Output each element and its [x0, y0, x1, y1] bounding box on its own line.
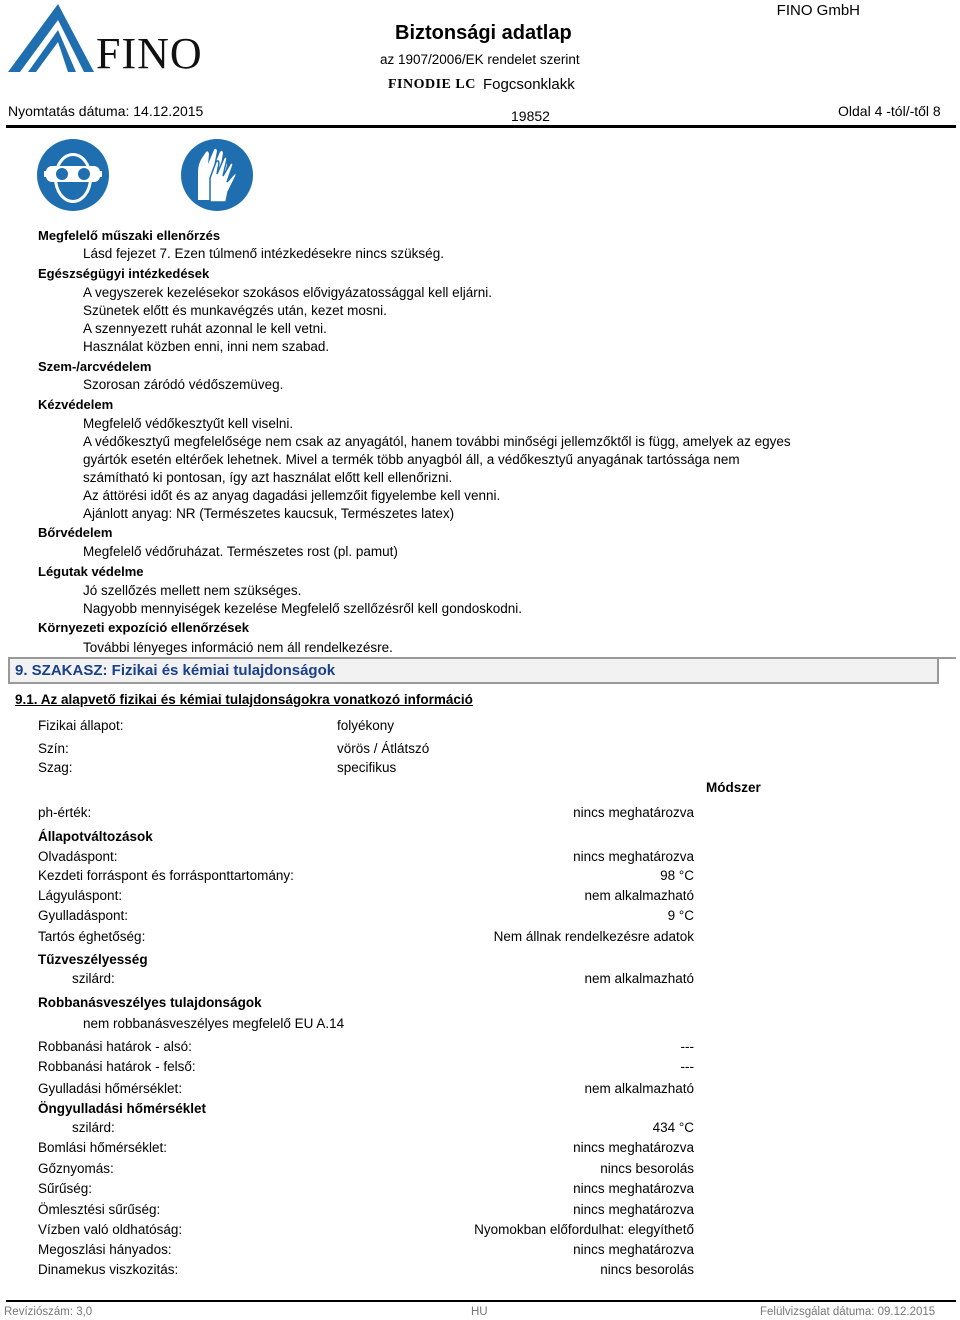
water-solubility-value: Nyomokban előfordulhat: elegyíthető — [474, 1222, 694, 1237]
respiratory-protection-line: Jó szellőzés mellett nem szükséges. — [83, 583, 302, 598]
vapor-pressure-label: Gőznyomás: — [38, 1161, 114, 1176]
hygiene-line: Használat közben enni, inni nem szabad. — [83, 339, 330, 354]
hand-protection-line: Megfelelő védőkesztyűt kell viselni. — [83, 416, 294, 431]
density-label: Sűrűség: — [38, 1181, 93, 1196]
engineering-controls-line: Lásd fejezet 7. Ezen túlmenő intézkedésekre nincs szükség. — [83, 246, 444, 261]
document-title: Biztonsági adatlap — [395, 22, 572, 44]
company-name: FINO GmbH — [776, 2, 860, 19]
hand-protection-line: számítható ki pontosan, így azt használat előtt kell ellenőrizni. — [83, 470, 453, 485]
hand-protection-line: gyártók esetén eltérőek lehetnek. Mivel a termék több anyagból áll, a védőkesztyű anyagának tartóssága nem — [83, 452, 740, 467]
footer-divider — [6, 1300, 956, 1302]
logo-wordmark: FINO — [96, 29, 203, 78]
boiling-point-value: 98 °C — [660, 868, 694, 883]
autoignition-solid-label: szilárd: — [72, 1120, 115, 1135]
eye-protection-heading: Szem-/arcvédelem — [38, 359, 152, 374]
sustained-combustibility-value: Nem állnak rendelkezésre adatok — [493, 929, 694, 944]
hygiene-heading: Egészségügyi intézkedések — [38, 266, 210, 281]
regulation-reference: az 1907/2006/EK rendelet szerint — [380, 52, 580, 67]
environmental-exposure-line: További lényeges információ nem áll rendelkezésre. — [83, 640, 393, 655]
autoignition-heading: Öngyulladási hőmérséklet — [38, 1101, 207, 1116]
hand-protection-line: A védőkesztyű megfelelősége nem csak az anyagától, hanem további minőségi jellemzőktől is függ, amelyek az egyes — [83, 434, 791, 449]
color-label: Szín: — [38, 741, 69, 756]
skin-protection-heading: Bőrvédelem — [38, 525, 113, 540]
physical-state-label: Fizikai állapot: — [38, 718, 124, 733]
explosive-properties-text: nem robbanásveszélyes megfelelő EU A.14 — [83, 1016, 345, 1031]
method-column-header: Módszer — [706, 780, 761, 795]
ignition-temperature-label: Gyulladási hőmérséklet: — [38, 1081, 183, 1096]
safety-goggles-icon — [36, 138, 110, 212]
eye-protection-line: Szorosan záródó védőszemüveg. — [83, 377, 284, 392]
color-value: vörös / Átlátszó — [337, 741, 430, 756]
hand-protection-heading: Kézvédelem — [38, 397, 114, 412]
lower-explosion-limit-value: --- — [680, 1039, 694, 1054]
autoignition-solid-value: 434 °C — [652, 1120, 694, 1135]
subsection-9-1-title: 9.1. Az alapvető fizikai és kémiai tulajdonságokra vonatkozó információ — [15, 692, 473, 707]
hygiene-line: Szünetek előtt és munkavégzés után, kezet mosni. — [83, 303, 387, 318]
ignition-temperature-value: nem alkalmazható — [584, 1081, 694, 1096]
water-solubility-label: Vízben való oldhatóság: — [38, 1222, 183, 1237]
dynamic-viscosity-label: Dinamekus viszkozitás: — [38, 1262, 179, 1277]
page-number: Oldal 4 -tól/-től 8 — [838, 103, 941, 119]
flammability-solid-label: szilárd: — [72, 971, 115, 986]
decomposition-temperature-label: Bomlási hőmérséklet: — [38, 1140, 168, 1155]
explosive-properties-heading: Robbanásveszélyes tulajdonságok — [38, 995, 262, 1010]
print-date: Nyomtatás dátuma: 14.12.2015 — [8, 103, 204, 119]
bulk-density-label: Ömlesztési sűrűség: — [38, 1202, 161, 1217]
header-divider — [6, 125, 956, 128]
respiratory-protection-line: Nagyobb mennyiségek kezelése Megfelelő szellőzésről kell gondoskodni. — [83, 601, 523, 616]
density-value: nincs meghatározva — [573, 1181, 694, 1196]
flammability-heading: Tűzveszélyesség — [38, 952, 148, 967]
physical-state-value: folyékony — [337, 718, 395, 733]
partition-coefficient-label: Megoszlási hányados: — [38, 1242, 172, 1257]
flash-point-label: Gyulladáspont: — [38, 908, 129, 923]
ph-label: ph-érték: — [38, 805, 92, 820]
language-code: HU — [471, 1306, 488, 1318]
melting-point-value: nincs meghatározva — [573, 849, 694, 864]
protective-gloves-icon — [180, 138, 254, 212]
engineering-controls-heading: Megfelelő műszaki ellenőrzés — [38, 228, 221, 243]
product-brand: FINODIE LC — [388, 77, 476, 92]
sustained-combustibility-label: Tartós éghetőség: — [38, 929, 146, 944]
product-code: 19852 — [511, 108, 550, 124]
section-9-rule — [939, 657, 956, 659]
product-name: Fogcsonklakk — [483, 76, 575, 93]
review-date: Felülvizsgálat dátuma: 09.12.2015 — [760, 1306, 936, 1318]
revision-number: Revíziószám: 3,0 — [4, 1306, 93, 1318]
odor-label: Szag: — [38, 760, 73, 775]
respiratory-protection-heading: Légutak védelme — [38, 564, 144, 579]
partition-coefficient-value: nincs meghatározva — [573, 1242, 694, 1257]
dynamic-viscosity-value: nincs besorolás — [600, 1262, 694, 1277]
flammability-solid-value: nem alkalmazható — [584, 971, 694, 986]
hygiene-line: A vegyszerek kezelésekor szokásos elővigyázatossággal kell eljárni. — [83, 285, 492, 300]
hand-protection-line: Az áttörési időt és az anyag dagadási jellemzőit figyelembe kell venni. — [83, 488, 501, 503]
softening-point-value: nem alkalmazható — [584, 888, 694, 903]
melting-point-label: Olvadáspont: — [38, 849, 118, 864]
upper-explosion-limit-value: --- — [680, 1059, 694, 1074]
ph-value: nincs meghatározva — [573, 805, 694, 820]
state-changes-heading: Állapotváltozások — [38, 829, 153, 844]
hygiene-line: A szennyezett ruhát azonnal le kell vetni. — [83, 321, 327, 336]
lower-explosion-limit-label: Robbanási határok - alsó: — [38, 1039, 192, 1054]
boiling-point-label: Kezdeti forráspont és forrásponttartomány: — [38, 868, 294, 883]
odor-value: specifikus — [337, 760, 397, 775]
flash-point-value: 9 °C — [667, 908, 694, 923]
hand-protection-line: Ajánlott anyag: NR (Természetes kaucsuk, Természetes latex) — [83, 506, 455, 521]
environmental-exposure-heading: Környezeti expozíció ellenőrzések — [38, 620, 249, 635]
vapor-pressure-value: nincs besorolás — [600, 1161, 694, 1176]
section-9-title: 9. SZAKASZ: Fizikai és kémiai tulajdonságok — [15, 662, 336, 679]
bulk-density-value: nincs meghatározva — [573, 1202, 694, 1217]
upper-explosion-limit-label: Robbanási határok - felső: — [38, 1059, 196, 1074]
decomposition-temperature-value: nincs meghatározva — [573, 1140, 694, 1155]
softening-point-label: Lágyuláspont: — [38, 888, 123, 903]
skin-protection-line: Megfelelő védőruházat. Természetes rost (pl. pamut) — [83, 544, 398, 559]
